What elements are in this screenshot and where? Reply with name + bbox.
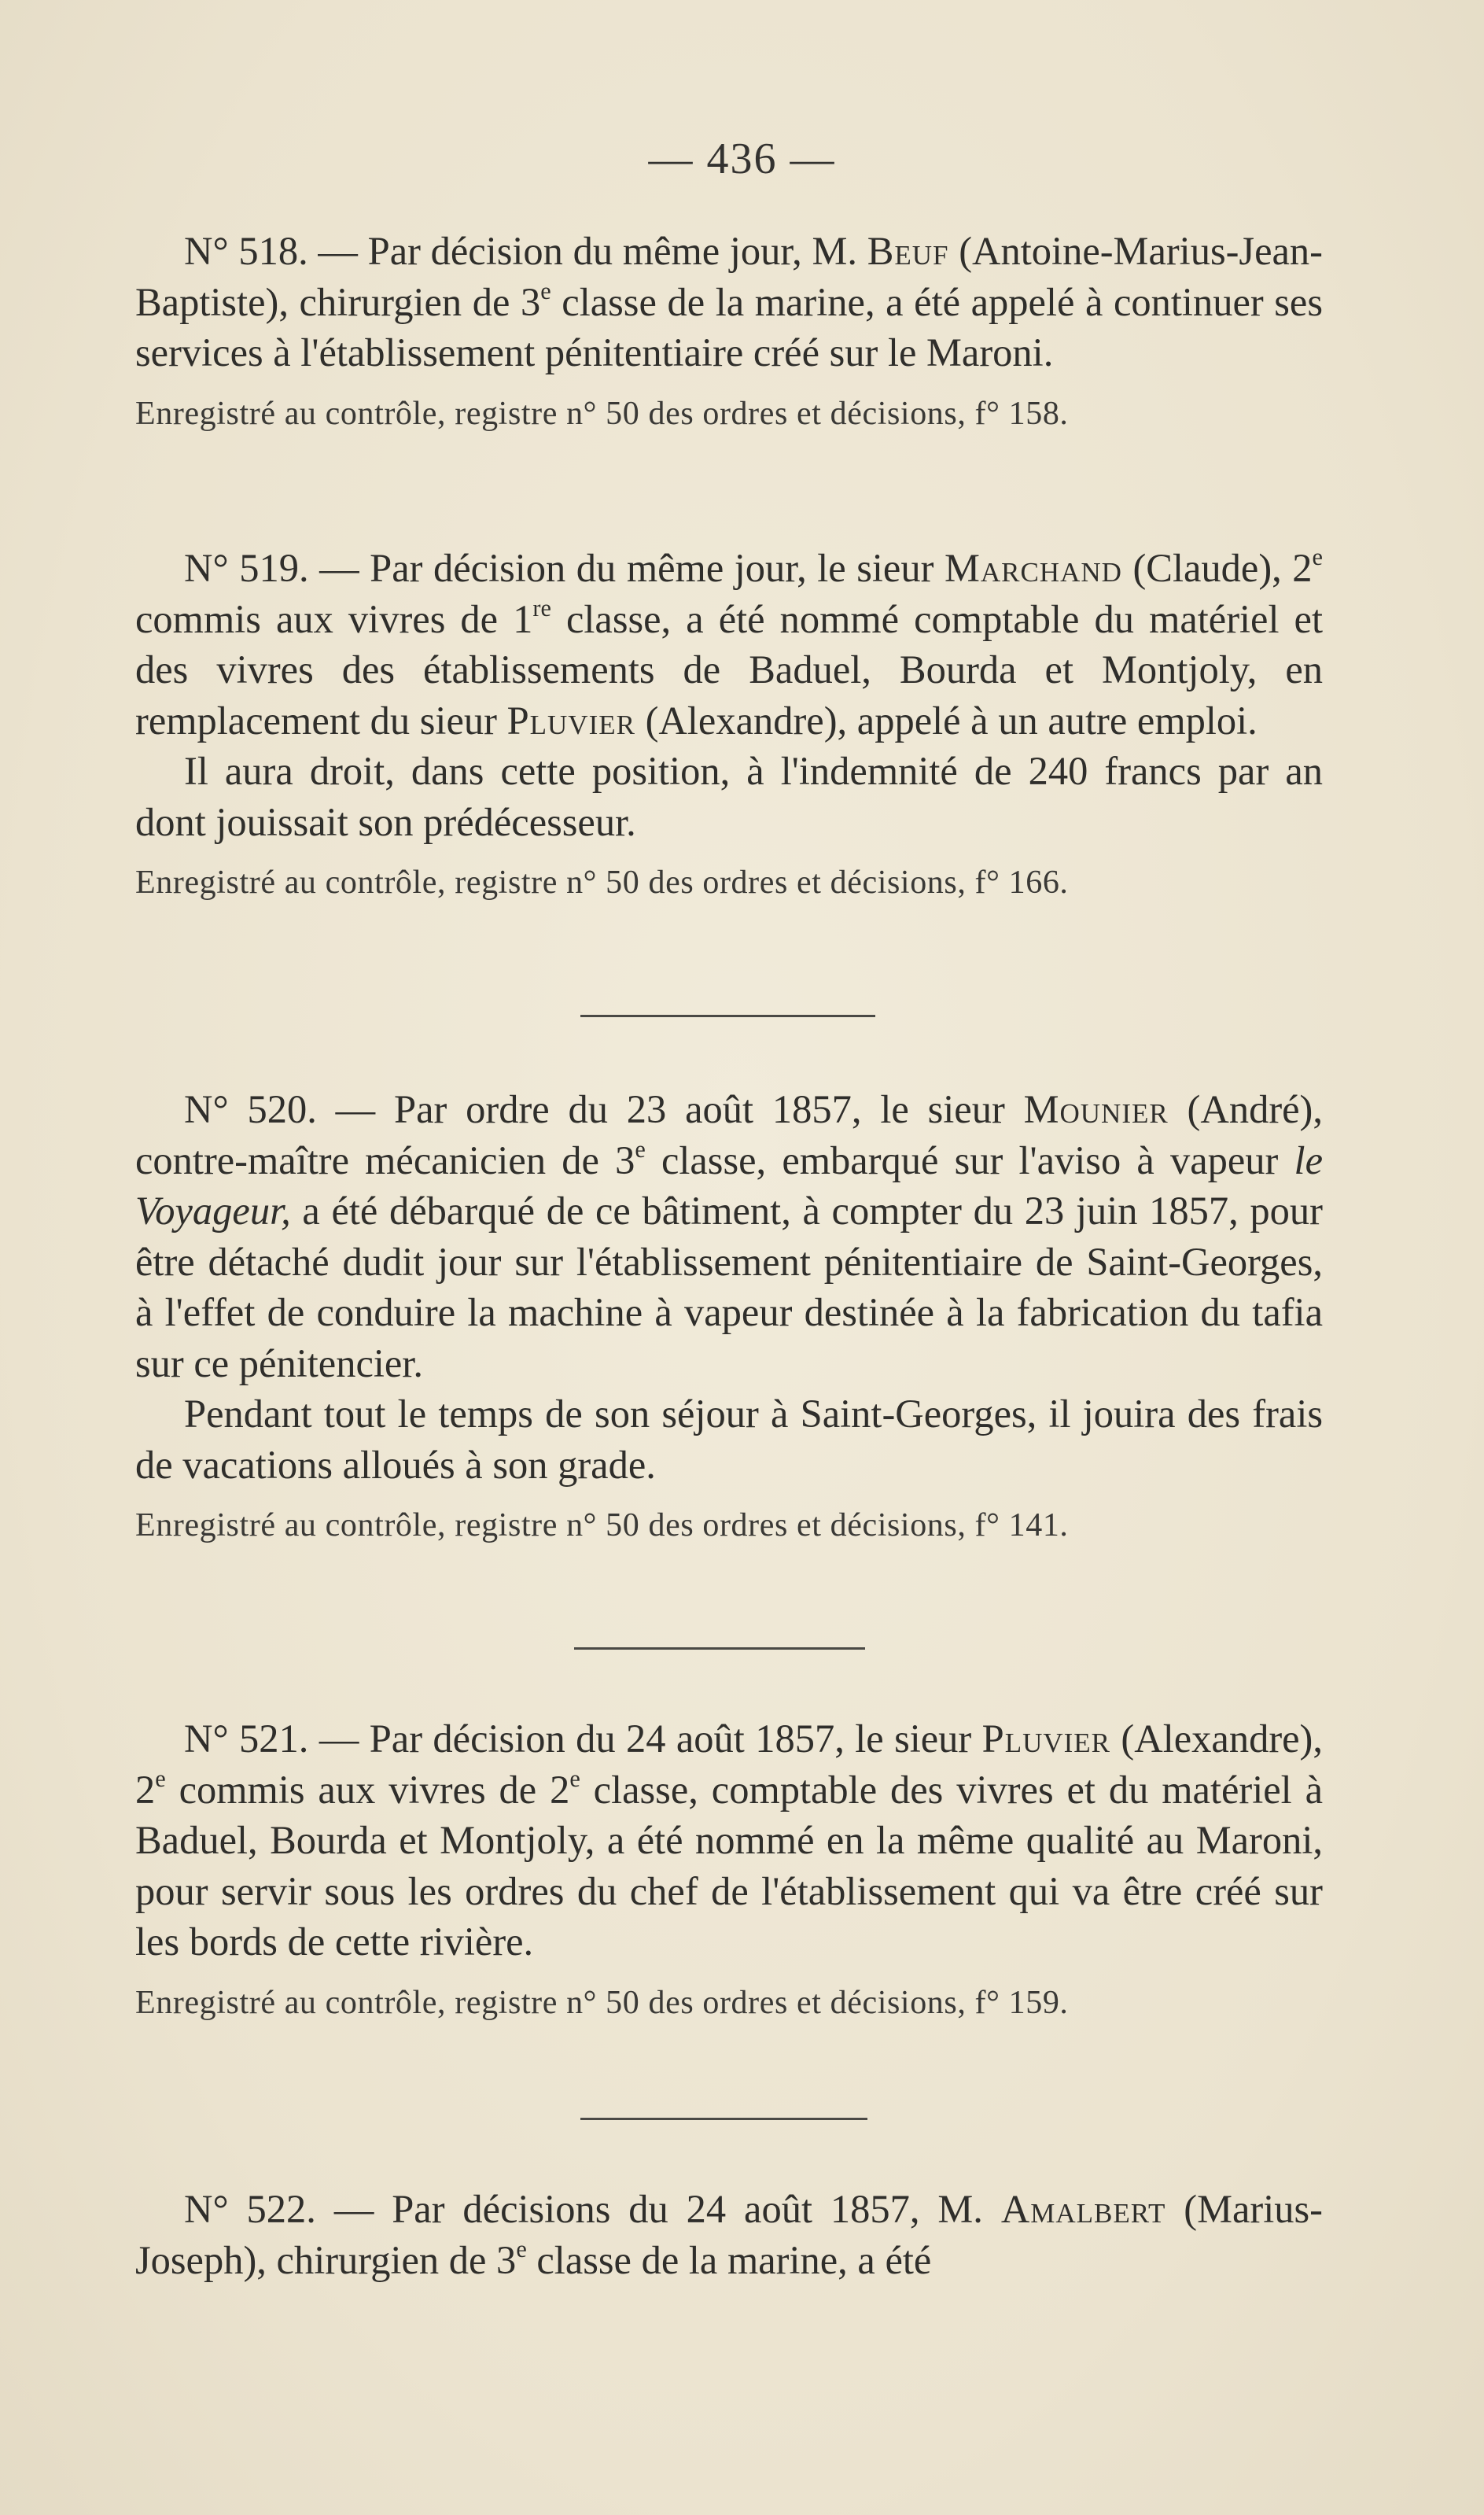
entry-520-name: Mounier bbox=[1023, 1087, 1169, 1131]
entry-518-paragraph bbox=[135, 226, 1323, 378]
entry-519-text-e: (Alexandre), appelé à un autre emploi. bbox=[635, 698, 1258, 743]
entry-520-text-c: classe, embarqué sur l'aviso à vapeur bbox=[645, 1138, 1294, 1182]
entry-522 bbox=[135, 2184, 1323, 2285]
entry-521-text-d: classe, comptable des vivres et du matériel à Baduel, Bourda et Montjoly, a été nommé en la même qualité au Maroni, pour servir sous les ordres du chef de l'établissement qui va être créé sur les bords de cette rivière. bbox=[135, 1767, 1323, 1964]
entry-521-paragraph bbox=[135, 1713, 1323, 1967]
separator-rule bbox=[580, 1015, 875, 1017]
entry-521-sup2: e bbox=[569, 1765, 580, 1792]
entry-520 bbox=[135, 1084, 1323, 1548]
entry-518-text-c: classe de la marine, a été appelé à continuer ses services à l'établissement pénitentiaire créé sur le Maroni. bbox=[135, 279, 1323, 374]
entry-519-name2: Pluvier bbox=[506, 698, 635, 743]
entry-521-text-a: N° 521. — Par décision du 24 août 1857, le sieur bbox=[184, 1717, 982, 1761]
entry-519-sup: e bbox=[1312, 543, 1323, 570]
entry-521-sup: e bbox=[155, 1765, 166, 1792]
entry-519-paragraph bbox=[135, 543, 1323, 746]
entry-521-text-b: (Alexandre), 2 bbox=[135, 1717, 1323, 1812]
entry-518-text-a: N° 518. — Par décision du même jour, M. bbox=[184, 229, 867, 273]
entry-520-text-a: N° 520. — Par ordre du 23 août 1857, le sieur bbox=[184, 1087, 1024, 1131]
entry-519-registration: Enregistré au contrôle, registre n° 50 des ordres et décisions, f° 166. bbox=[135, 865, 1069, 901]
entry-522-text-a: N° 522. — Par décisions du 24 août 1857, M. bbox=[184, 2187, 1001, 2231]
entry-522-sup: e bbox=[516, 2235, 527, 2262]
entry-520-text-d: a été débarqué de ce bâtiment, à compter du 23 juin 1857, pour être détaché dudit jour sur l'établissement pénitentiaire de Saint-Georges, à l'effet de conduire la machine à vapeur destinée à la fabrication du tafia sur ce pénitencier. bbox=[135, 1189, 1323, 1385]
entry-521-text-c: commis aux vivres de 2 bbox=[165, 1767, 570, 1812]
entry-520-ship-name: le Voyageur, bbox=[135, 1138, 1323, 1233]
entry-521-registration: Enregistré au contrôle, registre n° 50 des ordres et décisions, f° 159. bbox=[135, 1984, 1069, 2021]
entry-522-text-b: (Marius-Joseph), chirurgien de 3 bbox=[135, 2187, 1323, 2282]
entry-518-registration: Enregistré au contrôle, registre n° 50 des ordres et décisions, f° 158. bbox=[135, 395, 1069, 432]
entry-522-text-c: classe de la marine, a été bbox=[526, 2237, 932, 2282]
entry-521-name: Pluvier bbox=[981, 1717, 1111, 1761]
entry-519-text-a: N° 519. — Par décision du même jour, le sieur bbox=[184, 546, 945, 590]
entry-519-text-d: classe, a été nommé comptable du matériel et des vivres des établissements de Baduel, Bourda et Montjoly, en remplacement du sieur bbox=[135, 596, 1324, 743]
entry-519-second-paragraph: Il aura droit, dans cette position, à l'indemnité de 240 francs par an dont jouissait son prédécesseur. bbox=[135, 749, 1323, 844]
entry-518-text-b: (Antoine-Marius-Jean-Baptiste), chirurgien de 3 bbox=[135, 229, 1323, 324]
entry-520-sup: e bbox=[635, 1135, 646, 1163]
entry-520-second-paragraph: Pendant tout le temps de son séjour à Saint-Georges, il jouira des frais de vacations alloués à son grade. bbox=[135, 1392, 1323, 1487]
entry-518-name: Beuf bbox=[867, 229, 949, 273]
entry-519-text-b: (Claude), 2 bbox=[1121, 546, 1313, 590]
separator-rule bbox=[580, 2118, 867, 2120]
entry-519-text-c: commis aux vivres de 1 bbox=[135, 596, 533, 641]
entry-520-text-b: (André), contre-maître mécanicien de 3 bbox=[135, 1087, 1323, 1182]
entry-518-sup: e bbox=[540, 277, 551, 304]
separator-rule bbox=[574, 1647, 865, 1650]
page-number: — 436 — bbox=[648, 135, 836, 183]
entry-518 bbox=[135, 226, 1323, 437]
entry-519 bbox=[135, 543, 1323, 905]
entry-521 bbox=[135, 1713, 1323, 2026]
entry-519-sup2: re bbox=[532, 594, 551, 621]
entry-520-registration: Enregistré au contrôle, registre n° 50 des ordres et décisions, f° 141. bbox=[135, 1507, 1069, 1543]
entry-522-name: Amalbert bbox=[1000, 2187, 1166, 2231]
entry-520-paragraph bbox=[135, 1084, 1323, 1388]
entry-519-name: Marchand bbox=[944, 546, 1122, 590]
entry-522-paragraph bbox=[135, 2184, 1323, 2285]
